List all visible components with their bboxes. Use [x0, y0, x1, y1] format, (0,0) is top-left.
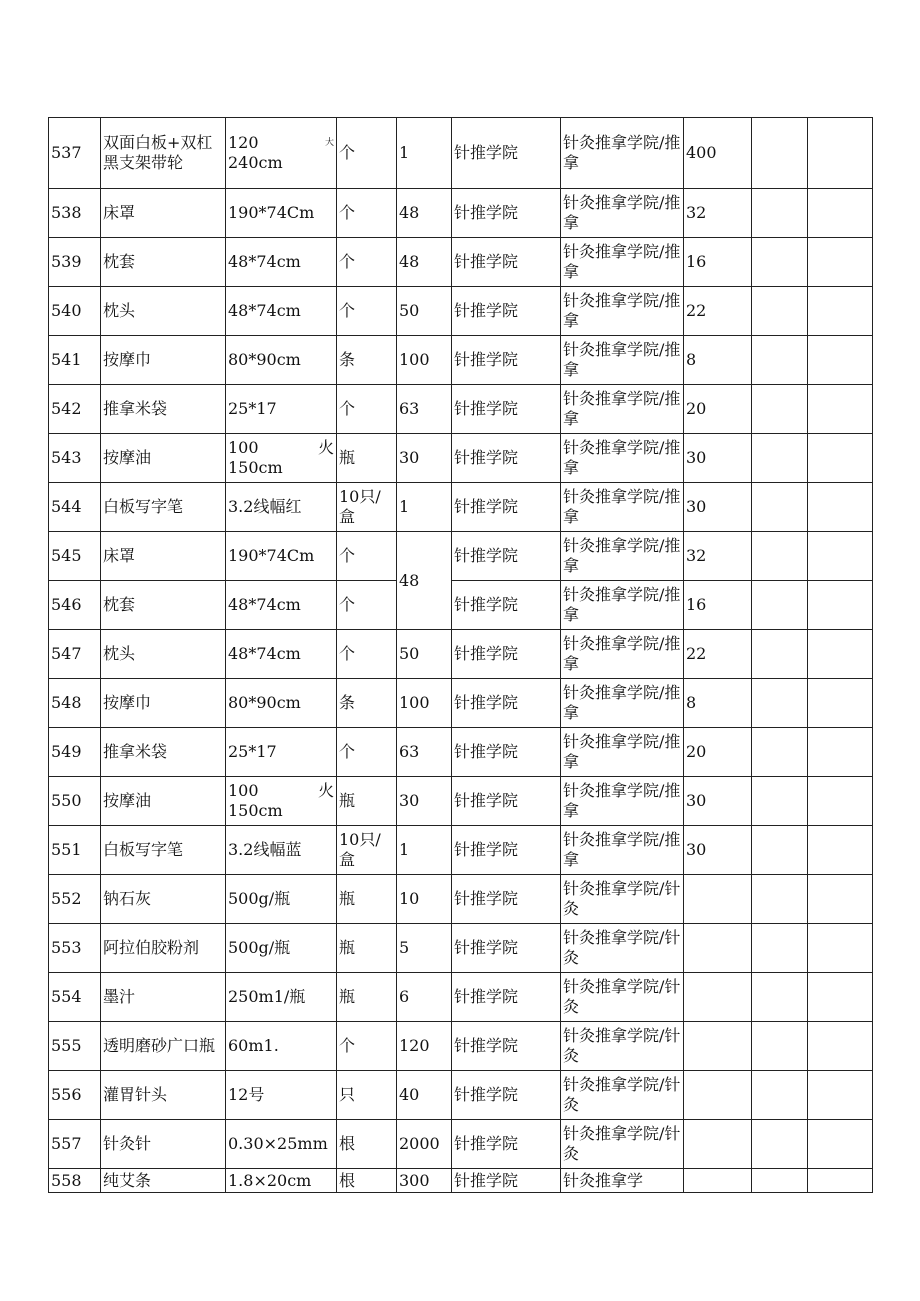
empty-cell — [808, 385, 873, 434]
item-use: 针灸推拿学院/推拿 — [561, 483, 684, 532]
row-number: 555 — [49, 1022, 101, 1071]
item-dept: 针推学院 — [452, 777, 561, 826]
table-row — [49, 287, 873, 336]
item-name: 针灸针 — [101, 1120, 226, 1169]
table-row — [49, 777, 873, 826]
item-price — [684, 973, 752, 1022]
item-use: 针灸推拿学院/推拿 — [561, 189, 684, 238]
item-qty: 120 — [397, 1022, 452, 1071]
item-dept: 针推学院 — [452, 434, 561, 483]
empty-cell — [752, 118, 808, 189]
table-row — [49, 1169, 873, 1193]
item-unit: 10只/盒 — [337, 826, 397, 875]
item-unit: 瓶 — [337, 924, 397, 973]
item-name: 墨汁 — [101, 973, 226, 1022]
table-row — [49, 826, 873, 875]
item-use: 针灸推拿学院/推拿 — [561, 238, 684, 287]
item-dept: 针推学院 — [452, 630, 561, 679]
item-unit: 个 — [337, 532, 397, 581]
item-qty: 63 — [397, 728, 452, 777]
empty-cell — [808, 1022, 873, 1071]
empty-cell — [808, 826, 873, 875]
empty-cell — [808, 189, 873, 238]
row-number: 547 — [49, 630, 101, 679]
item-spec: 1.8×20cm — [226, 1169, 337, 1193]
item-spec: 60m1. — [226, 1022, 337, 1071]
item-unit: 只 — [337, 1071, 397, 1120]
item-dept: 针推学院 — [452, 532, 561, 581]
item-dept: 针推学院 — [452, 118, 561, 189]
item-price: 30 — [684, 483, 752, 532]
item-use: 针灸推拿学院/针灸 — [561, 1071, 684, 1120]
table-row — [49, 189, 873, 238]
row-number: 540 — [49, 287, 101, 336]
row-number: 545 — [49, 532, 101, 581]
item-name: 按摩巾 — [101, 336, 226, 385]
empty-cell — [752, 483, 808, 532]
row-number: 539 — [49, 238, 101, 287]
item-qty: 1 — [397, 826, 452, 875]
item-unit: 个 — [337, 118, 397, 189]
item-name: 白板写字笔 — [101, 483, 226, 532]
empty-cell — [808, 1071, 873, 1120]
empty-cell — [808, 1169, 873, 1193]
table-row — [49, 532, 873, 581]
item-price: 22 — [684, 287, 752, 336]
item-name: 双面白板+双杠黑支架带轮 — [101, 118, 226, 189]
empty-cell — [808, 1120, 873, 1169]
empty-cell — [752, 385, 808, 434]
item-spec: 500g/瓶 — [226, 875, 337, 924]
empty-cell — [808, 434, 873, 483]
empty-cell — [808, 973, 873, 1022]
empty-cell — [808, 118, 873, 189]
item-spec: 100 火 150cm — [226, 434, 337, 483]
item-use: 针灸推拿学院/推拿 — [561, 826, 684, 875]
empty-cell — [752, 630, 808, 679]
row-number: 551 — [49, 826, 101, 875]
item-unit: 瓶 — [337, 434, 397, 483]
empty-cell — [752, 287, 808, 336]
item-spec: 80*90cm — [226, 679, 337, 728]
item-dept: 针推学院 — [452, 679, 561, 728]
item-price: 8 — [684, 336, 752, 385]
item-unit: 根 — [337, 1120, 397, 1169]
empty-cell — [752, 1169, 808, 1193]
item-price — [684, 1169, 752, 1193]
item-use: 针灸推拿学院/推拿 — [561, 434, 684, 483]
empty-cell — [808, 238, 873, 287]
item-price: 32 — [684, 532, 752, 581]
row-number: 542 — [49, 385, 101, 434]
item-qty: 10 — [397, 875, 452, 924]
row-number: 546 — [49, 581, 101, 630]
row-number: 538 — [49, 189, 101, 238]
item-name: 灌胃针头 — [101, 1071, 226, 1120]
table-row — [49, 118, 873, 189]
empty-cell — [808, 287, 873, 336]
item-dept: 针推学院 — [452, 189, 561, 238]
table-row — [49, 679, 873, 728]
item-spec: 500g/瓶 — [226, 924, 337, 973]
item-name: 床罩 — [101, 189, 226, 238]
item-unit: 个 — [337, 581, 397, 630]
item-dept: 针推学院 — [452, 581, 561, 630]
item-unit: 条 — [337, 679, 397, 728]
table-row — [49, 336, 873, 385]
item-name: 白板写字笔 — [101, 826, 226, 875]
item-unit: 根 — [337, 1169, 397, 1193]
item-spec: 80*90cm — [226, 336, 337, 385]
item-unit: 个 — [337, 238, 397, 287]
item-qty: 30 — [397, 777, 452, 826]
item-use: 针灸推拿学院/针灸 — [561, 973, 684, 1022]
empty-cell — [808, 630, 873, 679]
item-spec: 25*17 — [226, 728, 337, 777]
item-name: 推拿米袋 — [101, 385, 226, 434]
item-price: 30 — [684, 777, 752, 826]
row-number: 558 — [49, 1169, 101, 1193]
item-name: 钠石灰 — [101, 875, 226, 924]
item-name: 枕头 — [101, 630, 226, 679]
item-use: 针灸推拿学院/推拿 — [561, 336, 684, 385]
item-price: 32 — [684, 189, 752, 238]
item-dept: 针推学院 — [452, 924, 561, 973]
empty-cell — [752, 532, 808, 581]
item-use: 针灸推拿学院/推拿 — [561, 532, 684, 581]
item-dept: 针推学院 — [452, 1120, 561, 1169]
item-qty: 40 — [397, 1071, 452, 1120]
item-dept: 针推学院 — [452, 875, 561, 924]
item-qty: 2000 — [397, 1120, 452, 1169]
table-row — [49, 973, 873, 1022]
empty-cell — [752, 1071, 808, 1120]
item-use: 针灸推拿学院/推拿 — [561, 581, 684, 630]
items-table — [48, 117, 873, 1193]
table-row — [49, 1120, 873, 1169]
item-dept: 针推学院 — [452, 728, 561, 777]
table-row — [49, 728, 873, 777]
item-use: 针灸推拿学院/针灸 — [561, 875, 684, 924]
item-name: 按摩巾 — [101, 679, 226, 728]
item-dept: 针推学院 — [452, 1022, 561, 1071]
row-number: 557 — [49, 1120, 101, 1169]
table-row — [49, 1071, 873, 1120]
empty-cell — [752, 238, 808, 287]
item-price — [684, 1120, 752, 1169]
item-qty: 48 — [397, 238, 452, 287]
item-unit: 个 — [337, 1022, 397, 1071]
item-name: 阿拉伯胶粉剂 — [101, 924, 226, 973]
item-spec: 120 大 240cm — [226, 118, 337, 189]
item-dept: 针推学院 — [452, 336, 561, 385]
row-number: 541 — [49, 336, 101, 385]
row-number: 543 — [49, 434, 101, 483]
row-number: 556 — [49, 1071, 101, 1120]
empty-cell — [752, 1022, 808, 1071]
item-use: 针灸推拿学院/推拿 — [561, 728, 684, 777]
item-use: 针灸推拿学院/针灸 — [561, 1022, 684, 1071]
item-name: 推拿米袋 — [101, 728, 226, 777]
empty-cell — [808, 875, 873, 924]
empty-cell — [752, 826, 808, 875]
item-qty: 63 — [397, 385, 452, 434]
item-spec: 0.30×25mm — [226, 1120, 337, 1169]
item-unit: 瓶 — [337, 777, 397, 826]
item-unit: 瓶 — [337, 973, 397, 1022]
empty-cell — [752, 434, 808, 483]
item-spec: 100 火 150cm — [226, 777, 337, 826]
item-use: 针灸推拿学 — [561, 1169, 684, 1193]
item-name: 透明磨砂广口瓶 — [101, 1022, 226, 1071]
item-use: 针灸推拿学院/推拿 — [561, 287, 684, 336]
table-row — [49, 630, 873, 679]
empty-cell — [808, 924, 873, 973]
item-name: 枕头 — [101, 287, 226, 336]
item-unit: 个 — [337, 728, 397, 777]
empty-cell — [752, 679, 808, 728]
item-name: 枕套 — [101, 238, 226, 287]
empty-cell — [752, 336, 808, 385]
row-number: 544 — [49, 483, 101, 532]
empty-cell — [752, 1120, 808, 1169]
item-unit: 个 — [337, 287, 397, 336]
empty-cell — [808, 728, 873, 777]
item-spec: 48*74cm — [226, 630, 337, 679]
item-unit: 个 — [337, 630, 397, 679]
item-spec: 48*74cm — [226, 238, 337, 287]
item-unit: 瓶 — [337, 875, 397, 924]
item-price: 8 — [684, 679, 752, 728]
item-qty: 1 — [397, 118, 452, 189]
row-number: 550 — [49, 777, 101, 826]
empty-cell — [752, 973, 808, 1022]
empty-cell — [752, 924, 808, 973]
item-price: 20 — [684, 385, 752, 434]
row-number: 537 — [49, 118, 101, 189]
row-number: 553 — [49, 924, 101, 973]
item-price — [684, 924, 752, 973]
item-use: 针灸推拿学院/推拿 — [561, 385, 684, 434]
item-spec: 25*17 — [226, 385, 337, 434]
item-price: 400 — [684, 118, 752, 189]
item-price — [684, 875, 752, 924]
item-dept: 针推学院 — [452, 1169, 561, 1193]
item-use: 针灸推拿学院/推拿 — [561, 777, 684, 826]
item-spec: 190*74Cm — [226, 189, 337, 238]
empty-cell — [808, 336, 873, 385]
item-use: 针灸推拿学院/针灸 — [561, 1120, 684, 1169]
item-dept: 针推学院 — [452, 287, 561, 336]
item-price: 30 — [684, 826, 752, 875]
empty-cell — [752, 777, 808, 826]
item-name: 按摩油 — [101, 434, 226, 483]
item-spec: 3.2线幅红 — [226, 483, 337, 532]
item-dept: 针推学院 — [452, 1071, 561, 1120]
empty-cell — [808, 483, 873, 532]
item-spec: 12号 — [226, 1071, 337, 1120]
item-spec: 48*74cm — [226, 581, 337, 630]
empty-cell — [808, 679, 873, 728]
table-row — [49, 434, 873, 483]
item-price: 16 — [684, 238, 752, 287]
table-row — [49, 483, 873, 532]
row-number: 549 — [49, 728, 101, 777]
item-name: 枕套 — [101, 581, 226, 630]
item-price: 22 — [684, 630, 752, 679]
item-qty: 50 — [397, 630, 452, 679]
empty-cell — [808, 581, 873, 630]
item-price: 30 — [684, 434, 752, 483]
item-dept: 针推学院 — [452, 238, 561, 287]
item-use: 针灸推拿学院/针灸 — [561, 924, 684, 973]
item-qty: 6 — [397, 973, 452, 1022]
item-spec: 48*74cm — [226, 287, 337, 336]
item-use: 针灸推拿学院/推拿 — [561, 679, 684, 728]
row-number: 548 — [49, 679, 101, 728]
item-qty: 1 — [397, 483, 452, 532]
item-name: 按摩油 — [101, 777, 226, 826]
item-name: 床罩 — [101, 532, 226, 581]
item-price — [684, 1022, 752, 1071]
item-use: 针灸推拿学院/推拿 — [561, 630, 684, 679]
row-number: 552 — [49, 875, 101, 924]
empty-cell — [752, 875, 808, 924]
item-spec: 250m1/瓶 — [226, 973, 337, 1022]
item-dept: 针推学院 — [452, 483, 561, 532]
item-unit: 条 — [337, 336, 397, 385]
item-dept: 针推学院 — [452, 973, 561, 1022]
table-row — [49, 385, 873, 434]
item-unit: 个 — [337, 385, 397, 434]
item-price: 20 — [684, 728, 752, 777]
item-qty: 50 — [397, 287, 452, 336]
item-spec: 190*74Cm — [226, 532, 337, 581]
item-qty: 300 — [397, 1169, 452, 1193]
item-price: 16 — [684, 581, 752, 630]
item-unit: 个 — [337, 189, 397, 238]
table-row — [49, 875, 873, 924]
item-name: 纯艾条 — [101, 1169, 226, 1193]
empty-cell — [752, 189, 808, 238]
item-dept: 针推学院 — [452, 826, 561, 875]
table-row — [49, 1022, 873, 1071]
item-dept: 针推学院 — [452, 385, 561, 434]
empty-cell — [808, 532, 873, 581]
item-spec: 3.2线幅蓝 — [226, 826, 337, 875]
item-qty-merged: 48 — [397, 532, 452, 630]
row-number: 554 — [49, 973, 101, 1022]
item-qty: 5 — [397, 924, 452, 973]
item-use: 针灸推拿学院/推拿 — [561, 118, 684, 189]
table-row — [49, 581, 873, 630]
item-qty: 48 — [397, 189, 452, 238]
item-qty: 30 — [397, 434, 452, 483]
item-price — [684, 1071, 752, 1120]
empty-cell — [808, 777, 873, 826]
item-qty: 100 — [397, 336, 452, 385]
table-row — [49, 924, 873, 973]
empty-cell — [752, 581, 808, 630]
item-unit: 10只/盒 — [337, 483, 397, 532]
table-row — [49, 238, 873, 287]
empty-cell — [752, 728, 808, 777]
item-qty: 100 — [397, 679, 452, 728]
